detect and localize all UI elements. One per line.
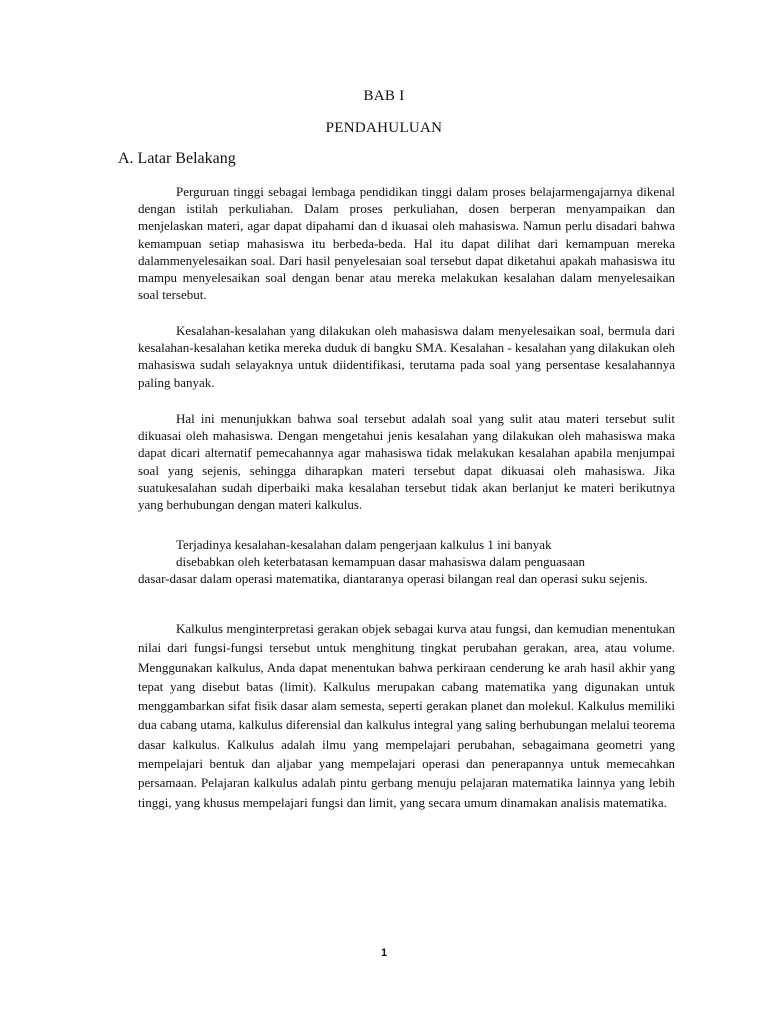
paragraph-2: Kesalahan-kesalahan yang dilakukan oleh mahasiswa dalam menyelesaikan soal, bermula dari kesalahan-kesalahan ketika mereka duduk di bangku SMA. Kesalahan - kesalahan yang dilakukan oleh mahasiswa sudah selayaknya untuk diidentifikasi, terutama pada soal yang persentase kesalahannya paling banyak. (138, 323, 675, 390)
paragraph-4-block (138, 536, 675, 588)
page-number: 1 (380, 947, 388, 959)
paragraph-3-block (138, 410, 675, 513)
paragraph-5: Kalkulus menginterpretasi gerakan objek sebagai kurva atau fungsi, dan kemudian menentukan nilai dari fungsi-fungsi tersebut untuk menghitung tingkat perubahan gerakan, area, atau volume. Menggunakan kalkulus, Anda dapat menentukan bahwa perkiraan cenderung ke arah hasil akhir yang tepat yang disebut batas (limit). Kalkulus merupakan cabang matematika yang digunakan untuk menggambarkan sifat fisik dasar alam semesta, seperti gerakan planet dan molekul. Kalkulus memiliki dua cabang utama, kalkulus diferensial dan kalkulus integral yang saling berhubungan melalui teorema dasar kalkulus. Kalkulus adalah ilmu yang mempelajari perubahan, sebagaimana geometri yang mempelajari bentuk dan aljabar yang mempelajari operasi dan penerapannya untuk memecahkan persamaan. Pelajaran kalkulus adalah pintu gerbang menuju pelajaran matematika lainnya yang lebih tinggi, yang khusus mempelajari fungsi dan limit, yang secara umum dinamakan analisis matematika. (138, 621, 675, 810)
paragraph-1-block (138, 183, 675, 303)
paragraph-5-block (138, 619, 675, 812)
paragraph-3: Hal ini menunjukkan bahwa soal tersebut adalah soal yang sulit atau materi tersebut sulit dikuasai oleh mahasiswa. Dengan mengetahui jenis kesalahan yang dilakukan oleh mahasiswa maka dapat dicari alternatif pemecahannya agar mahasiswa tidak melakukan kesalahan apabila menjumpai soal yang sejenis, sehingga diharapkan materi tersebut dapat dikuasai oleh mahasiswa. Jika suatukesalahan sudah diperbaiki maka kesalahan tersebut tidak akan berlanjut ke materi berikutnya yang berhubungan dengan materi kalkulus. (138, 411, 675, 513)
paragraph-4-line-2: disebabkan oleh keterbatasan kemampuan dasar mahasiswa dalam penguasaan (176, 554, 585, 570)
chapter-title: PENDAHULUAN (325, 120, 443, 136)
section-heading: A. Latar Belakang (118, 150, 236, 167)
paragraph-4-tail: dasar-dasar dalam operasi matematika, diantaranya operasi bilangan real dan operasi suku sejenis. (138, 571, 648, 587)
paragraph-1: Perguruan tinggi sebagai lembaga pendidikan tinggi dalam proses belajarmengajarnya dikenal dengan istilah perkuliahan. Dalam proses perkuliahan, dosen berperan menyampaikan dan menjelaskan materi, agar dapat dipahami dan d ikuasai oleh mahasiswa. Namun perlu disadari bahwa kemampuan setiap mahasiswa itu berbeda-beda. Hal itu dapat dilihat dari kemampuan mereka dalammenyelesaikan soal. Dari hasil penyelesaian soal tersebut dapat diketahui apakah mahasiswa itu mampu menyelesaikan soal dengan benar atau mereka melakukan kesalahan dalam menyelesaikan soal tersebut. (138, 184, 675, 303)
chapter-label: BAB I (363, 88, 405, 104)
paragraph-4-line-1: Terjadinya kesalahan-kesalahan dalam pengerjaan kalkulus 1 ini banyak (176, 537, 552, 552)
paragraph-2-block (138, 322, 675, 391)
